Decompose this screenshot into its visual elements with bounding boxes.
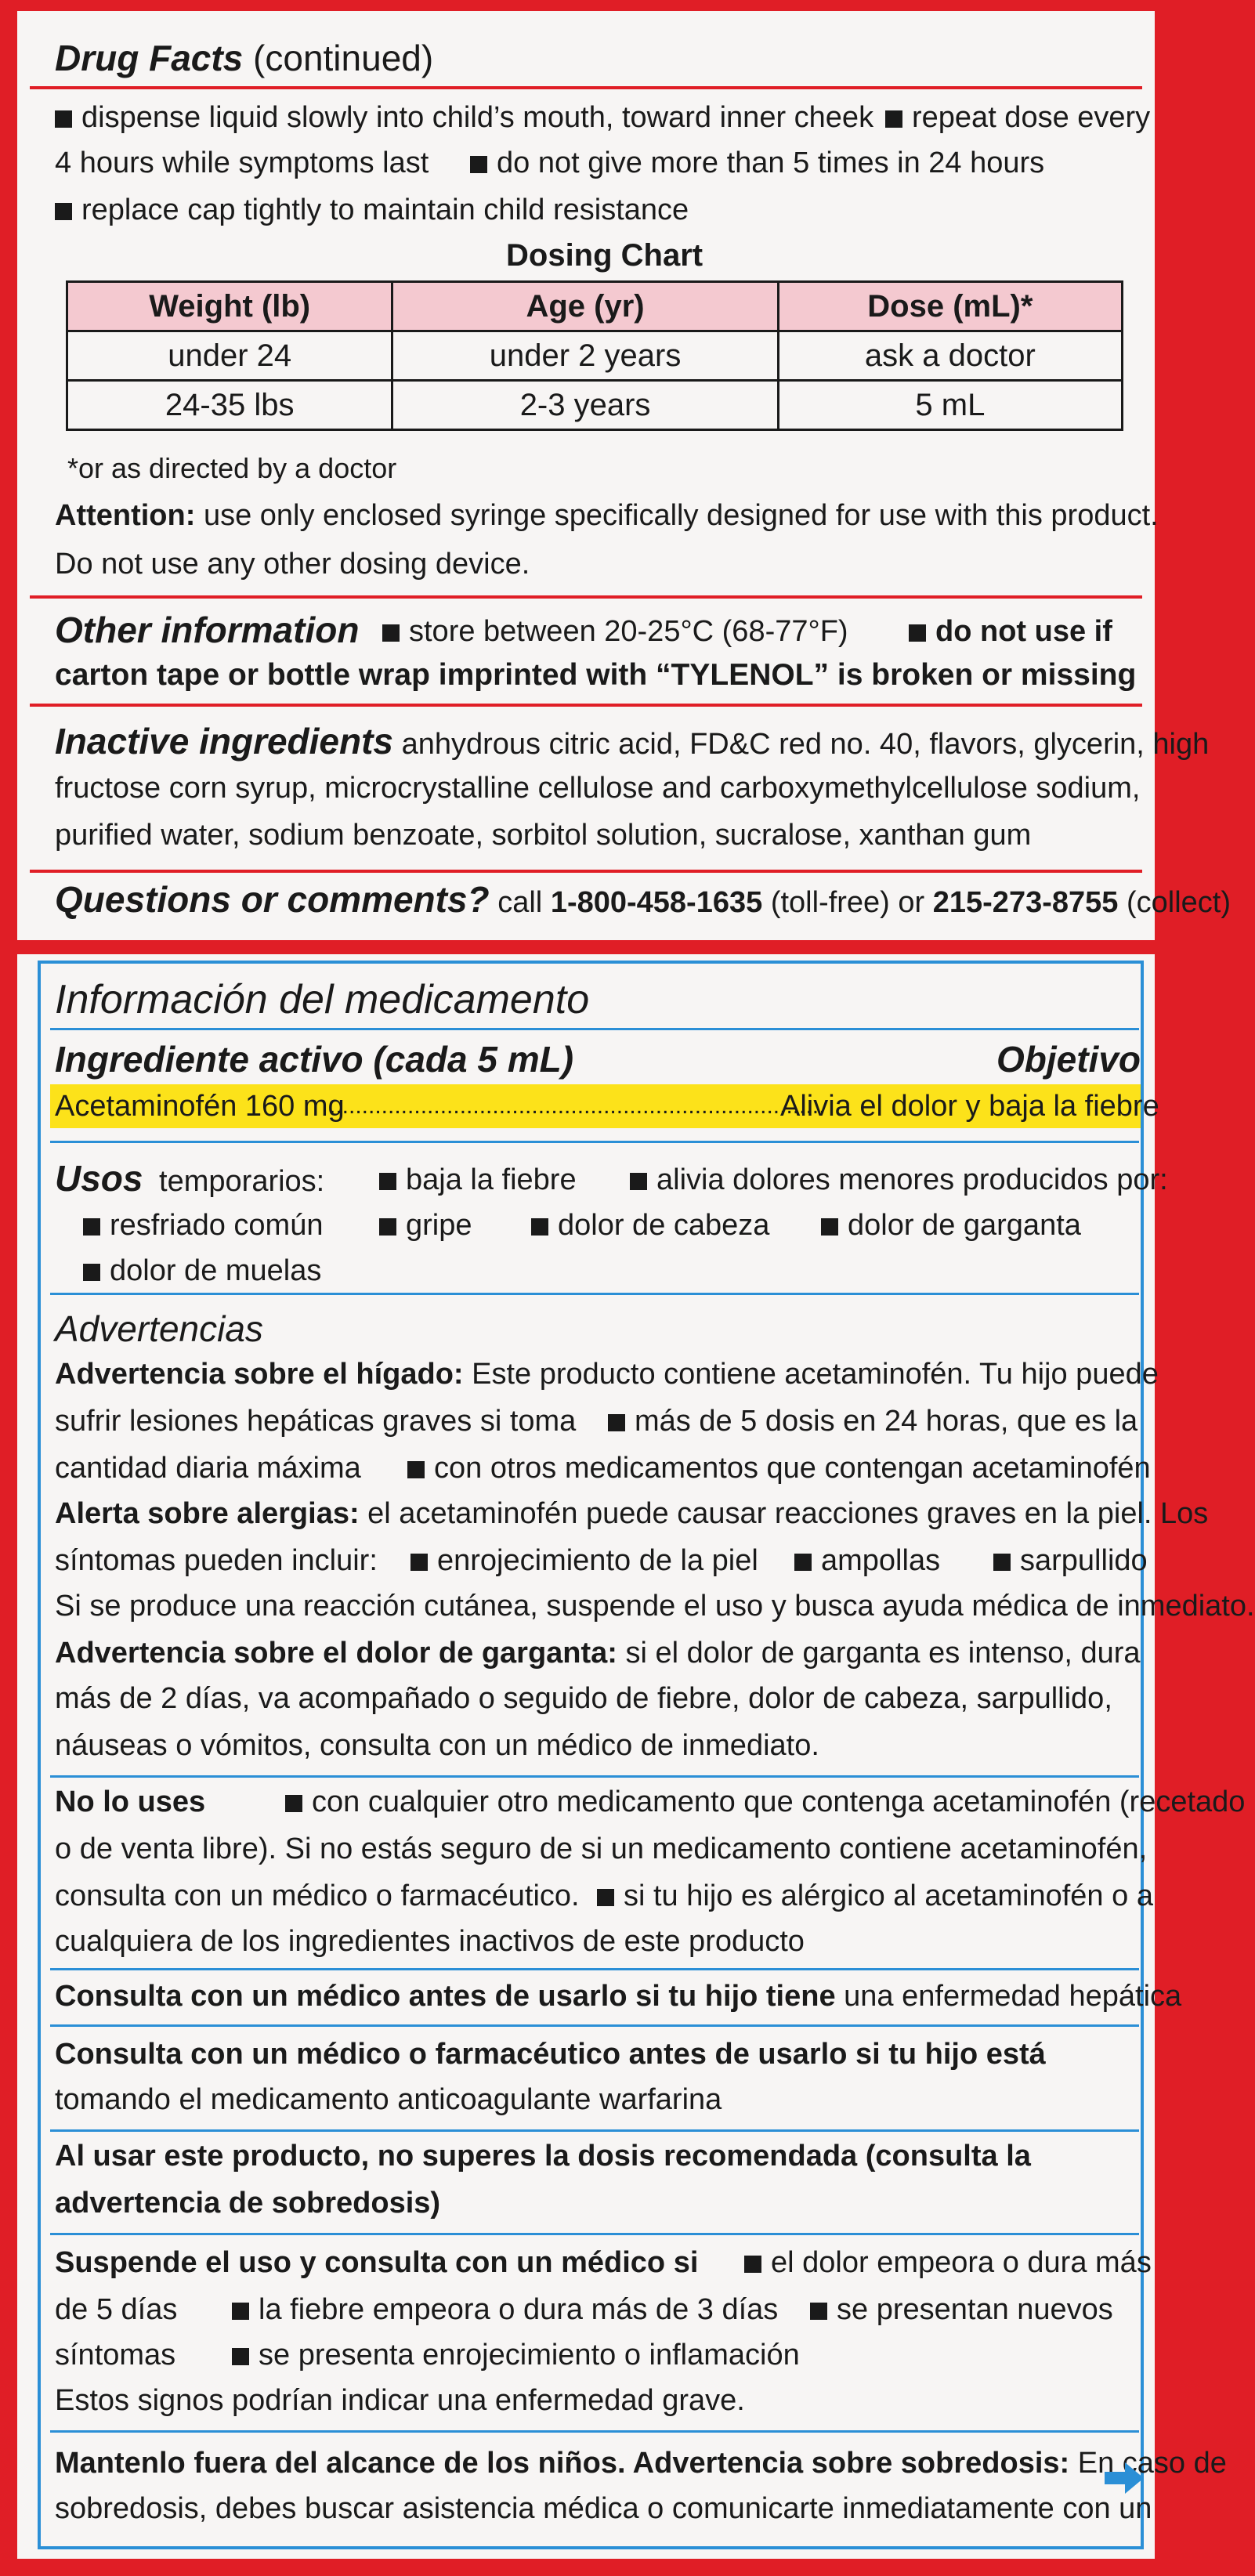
consulta-line: tomando el medicamento anticoagulante warfarina (55, 2083, 722, 2116)
warning-line: Advertencia sobre el hígado: Este producto contiene acetaminofén. Tu hijo puede (55, 1358, 1159, 1391)
sore-throat-line: Advertencia sobre el dolor de garganta: si el dolor de garganta es intenso, dura (55, 1637, 1141, 1670)
divider (50, 2430, 1139, 2433)
suspende-item: se presenta enrojecimiento o inflamación (232, 2336, 800, 2374)
inactive-line: purified water, sodium benzoate, sorbitol solution, sucralose, xanthan gum (55, 819, 1032, 852)
al-usar-line: Al usar este producto, no superes la dosis recomendada (consulta la (55, 2140, 1031, 2173)
other-info-item: do not use if (909, 613, 1112, 650)
attention-line: Attention: use only enclosed syringe specifically designed for use with this product. (55, 499, 1159, 532)
drug-facts-heading (55, 39, 433, 77)
dosing-chart-table (66, 280, 1123, 431)
suspende-item: se presentan nuevos (810, 2291, 1113, 2328)
divider (50, 1293, 1139, 1295)
allergy-item: enrojecimiento de la piel (410, 1542, 758, 1579)
usos-line: Usos temporarios: (55, 1158, 325, 1199)
arrow-right-icon (1105, 2462, 1144, 2494)
no-lo-uses-item: con cualquier otro medicamento que contenga acetaminofén (recetado (285, 1783, 1245, 1821)
table-row: 24-35 lbs 2-3 years 5 mL (67, 381, 1123, 430)
purpose-text: Alivia el dolor y baja la fiebre (780, 1090, 1159, 1123)
divider (50, 1028, 1139, 1030)
no-lo-uses-line: consulta con un médico o farmacéutico. (55, 1880, 580, 1912)
usos-item: baja la fiebre (379, 1161, 577, 1199)
attention-line-2: Do not use any other dosing device. (55, 548, 530, 581)
table-header: Age (yr) (392, 282, 778, 331)
mantenlo-line: sobredosis, debes buscar asistencia médica o comunicarte inmediatamente con un (55, 2492, 1152, 2525)
divider (50, 2024, 1139, 2027)
direction-item: dispense liquid slowly into child’s mouth, toward inner cheek (55, 99, 873, 136)
usos-item: alivia dolores menores producidos por: (630, 1161, 1168, 1199)
no-lo-uses-line: No lo uses (55, 1785, 206, 1818)
dosing-chart-title: Dosing Chart (506, 238, 703, 273)
other-info-text: carton tape or bottle wrap imprinted with “TYLENOL” is broken or missing (55, 658, 1137, 692)
questions-line: Questions or comments? call 1-800-458-1635 (toll-free) or 215-273-8755 (collect) (55, 879, 1231, 920)
inactive-line: fructose corn syrup, microcrystalline cellulose and carboxymethylcellulose sodium, (55, 772, 1141, 805)
inactive-line: Inactive ingredients anhydrous citric acid, FD&C red no. 40, flavors, glycerin, high (55, 721, 1210, 762)
table-row: under 24 under 2 years ask a doctor (67, 331, 1123, 381)
no-lo-uses-line: cualquiera de los ingredientes inactivos de este producto (55, 1925, 805, 1958)
divider (50, 1968, 1139, 1970)
allergy-line: síntomas pueden incluir: (55, 1544, 378, 1577)
usos-item: dolor de muelas (83, 1252, 321, 1290)
suspende-item: el dolor empeora o dura más (744, 2244, 1152, 2281)
usos-item: dolor de cabeza (531, 1207, 769, 1244)
divider (50, 2129, 1139, 2132)
dosing-footnote: *or as directed by a doctor (67, 452, 397, 484)
direction-item: repeat dose every (885, 99, 1150, 136)
no-lo-uses-item: si tu hijo es alérgico al acetaminofén o a (597, 1877, 1153, 1915)
allergy-item: ampollas (794, 1542, 940, 1579)
divider (50, 1141, 1139, 1143)
direction-text: 4 hours while symptoms last (55, 147, 429, 179)
divider (50, 1775, 1139, 1778)
informacion-title: Información del medicamento (55, 977, 590, 1022)
divider (30, 86, 1142, 89)
direction-item: replace cap tightly to maintain child resistance (55, 191, 689, 229)
table-header: Weight (lb) (67, 282, 392, 331)
sore-throat-line: más de 2 días, va acompañado o seguido de fiebre, dolor de cabeza, sarpullido, (55, 1682, 1112, 1715)
suspende-line: síntomas (55, 2339, 176, 2372)
advertencias-title: Advertencias (55, 1308, 263, 1349)
drug-facts-continued: (continued) (253, 38, 434, 78)
allergy-line: Si se produce una reacción cutánea, suspende el uso y busca ayuda médica de inmediato. (55, 1590, 1255, 1623)
allergy-line: Alerta sobre alergias: el acetaminofén puede causar reacciones graves en la piel. Los (55, 1497, 1209, 1530)
al-usar-line: advertencia de sobredosis) (55, 2187, 441, 2220)
usos-item: resfriado común (83, 1207, 323, 1244)
warning-line: cantidad diaria máxima (55, 1452, 361, 1485)
warning-item: más de 5 dosis en 24 horas, que es la (608, 1402, 1137, 1440)
suspende-line: de 5 días (55, 2293, 178, 2326)
usos-item: dolor de garganta (821, 1207, 1081, 1244)
consulta-line: Consulta con un médico o farmacéutico antes de usarlo si tu hijo está (55, 2038, 1046, 2071)
sore-throat-line: náuseas o vómitos, consulta con un médico de inmediato. (55, 1729, 819, 1762)
divider (30, 595, 1142, 599)
other-info-item: store between 20-25°C (68-77°F) (382, 613, 848, 650)
active-ingredient: Acetaminofén 160 mg (55, 1090, 345, 1123)
consulta-line: Consulta con un médico antes de usarlo si tu hijo tiene una enfermedad hepática (55, 1980, 1182, 2013)
table-header: Dose (mL)* (778, 282, 1122, 331)
suspende-item: la fiebre empeora o dura más de 3 días (232, 2291, 778, 2328)
warning-line: sufrir lesiones hepáticas graves si toma (55, 1405, 577, 1438)
allergy-item: sarpullido (993, 1542, 1148, 1579)
usos-item: gripe (379, 1207, 472, 1244)
no-lo-uses-line: o de venta libre). Si no estás seguro de si un medicamento contiene acetaminofén, (55, 1833, 1148, 1865)
suspende-label: Suspende el uso y consulta con un médico si (55, 2246, 699, 2279)
divider (50, 2233, 1139, 2235)
suspende-line: Estos signos podrían indicar una enfermedad grave. (55, 2384, 745, 2417)
active-ingredient-label: Ingrediente activo (cada 5 mL) (55, 1039, 574, 1080)
other-info-line: Other information (55, 610, 360, 650)
divider (30, 870, 1142, 873)
mantenlo-line: Mantenlo fuera del alcance de los niños. Advertencia sobre sobredosis: En caso de (55, 2447, 1227, 2480)
dot-leader: ............................................................................ (329, 1093, 826, 1119)
warning-item: con otros medicamentos que contengan acetaminofén (407, 1449, 1151, 1487)
divider (30, 704, 1142, 707)
direction-item: do not give more than 5 times in 24 hours (470, 144, 1044, 182)
purpose-label: Objetivo (996, 1039, 1141, 1080)
drug-facts-title: Drug Facts (55, 38, 244, 78)
